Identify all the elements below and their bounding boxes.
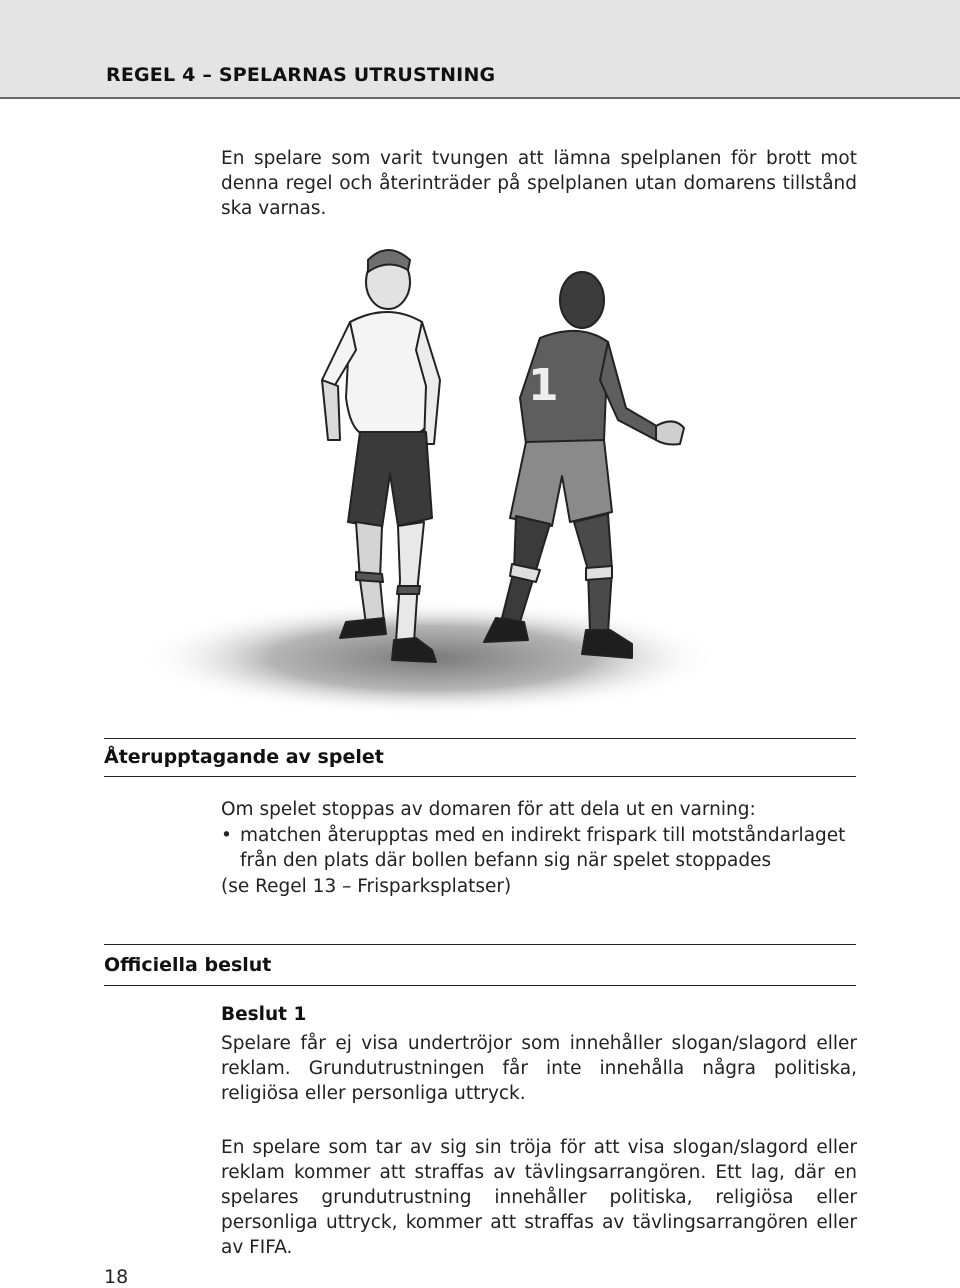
- footballers-illustration: [100, 230, 860, 720]
- right-player-figure: [484, 272, 684, 658]
- section-rule-bottom: [104, 776, 856, 777]
- decision-paragraph-2: En spelare som tar av sig sin tröja för att visa slogan/slagord eller reklam kommer att straffas av tävlingsarrangören. Ett lag, där en spelares grundutrustning innehåller politiska, religiösa eller personliga uttryck, kommer att straffas av tävlingsarrangören eller av FIFA.: [221, 1137, 857, 1258]
- restart-section-body: [221, 797, 861, 899]
- shirt-number: 1: [528, 360, 559, 411]
- page-header: [0, 0, 960, 99]
- restart-item-line2: från den plats där bollen befann sig när spelet stoppades: [240, 850, 772, 871]
- restart-item-line1: matchen återupptas med en indirekt frispark till motståndarlaget: [240, 824, 846, 846]
- restart-list-item: [221, 823, 861, 849]
- intro-paragraph: En spelare som varit tvungen att lämna spelplanen för brott mot denna regel och återinträder på spelplanen utan domarens tillstånd ska varnas.: [221, 148, 857, 219]
- restart-lead: Om spelet stoppas av domaren för att dela ut en varning:: [221, 799, 756, 820]
- header-title: REGEL 4 – SPELARNAS UTRUSTNING: [106, 64, 496, 86]
- page-number: 18: [104, 1266, 129, 1288]
- decisions-rule-bottom: [104, 985, 856, 986]
- decision-paragraph-1: Spelare får ej visa undertröjor som innehåller slogan/slagord eller reklam. Grundutrustningen får inte innehålla några politiska, religiösa eller personliga uttryck.: [221, 1033, 857, 1104]
- bullet-icon: •: [221, 824, 232, 846]
- decisions-rule-top: [104, 944, 856, 945]
- decision-title: Beslut 1: [221, 1004, 307, 1025]
- section-rule-top: [104, 738, 856, 739]
- restart-section-title: Återupptagande av spelet: [104, 746, 384, 768]
- restart-item-line3: (se Regel 13 – Frisparksplatser): [221, 875, 512, 897]
- decisions-section-title: Officiella beslut: [104, 954, 272, 976]
